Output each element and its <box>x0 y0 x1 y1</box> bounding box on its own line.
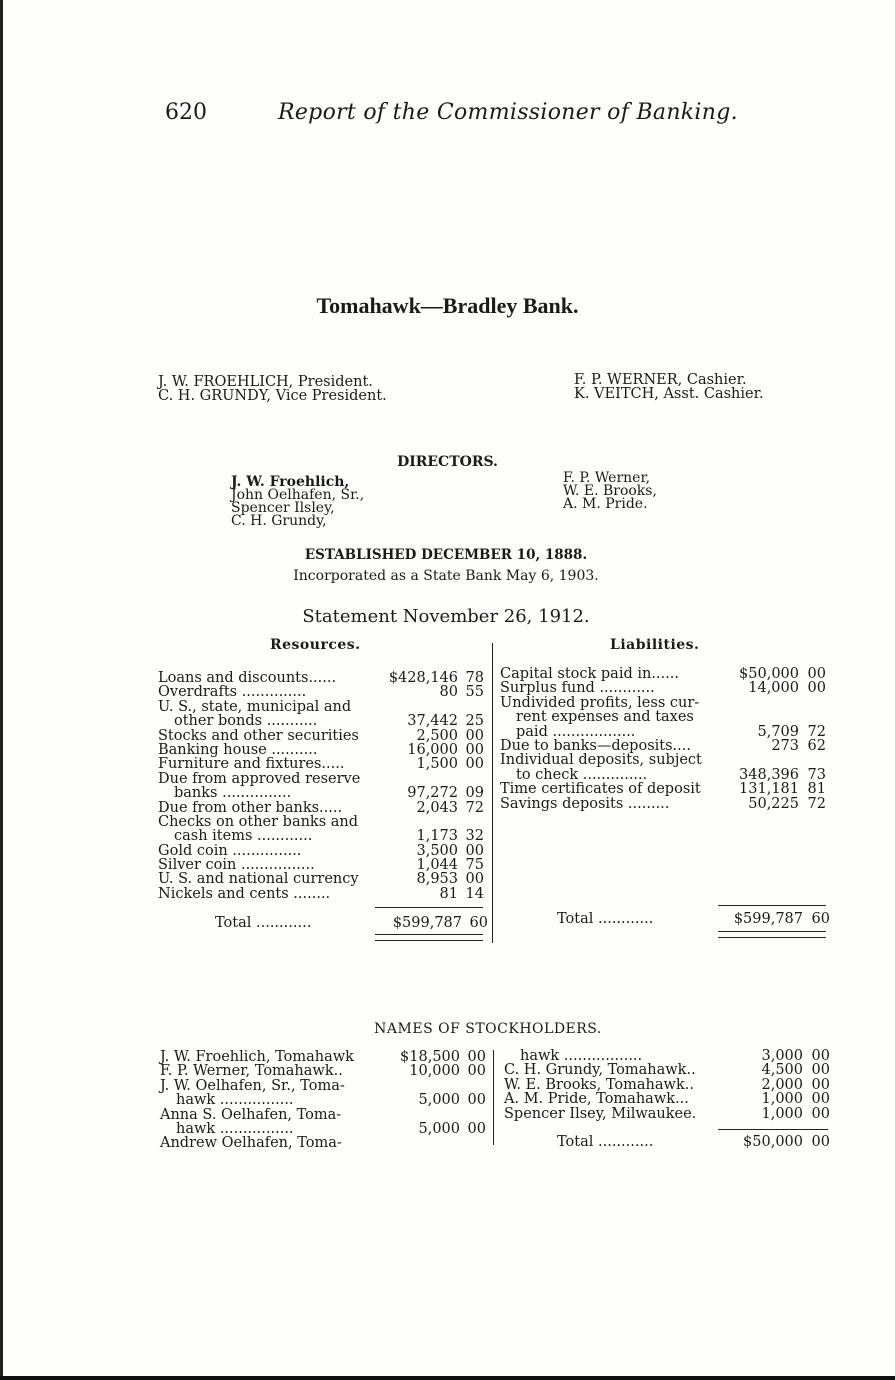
row-label: hawk ................ <box>176 1120 294 1137</box>
row-dollars: 50,225 <box>748 795 799 812</box>
resources-double-rule <box>375 934 483 941</box>
row-cents: 25 <box>465 713 484 730</box>
row-label: hawk ................. <box>520 1048 643 1064</box>
row-cents: 00 <box>811 1105 830 1122</box>
row-cents: 55 <box>465 684 484 701</box>
resources-heading: Resources. <box>270 637 361 653</box>
director: Spencer Ilsley, <box>231 500 335 516</box>
table-row <box>504 1107 830 1121</box>
table-row <box>158 685 488 699</box>
row-label: hawk ................ <box>176 1092 294 1109</box>
row-dollars: 1,000 <box>761 1105 803 1122</box>
resources-total-dollars: $599,787 <box>392 915 462 931</box>
table-row <box>158 801 488 815</box>
row-label: rent expenses and taxes <box>516 709 694 726</box>
stockholders-total-label: Total ............ <box>557 1134 654 1150</box>
table-row <box>158 743 488 757</box>
row-dollars: 80 <box>439 684 458 701</box>
row-label: Individual deposits, subject <box>500 752 702 769</box>
table-row <box>158 786 488 800</box>
row-cents: 72 <box>465 799 484 816</box>
row-label: Savings deposits ......... <box>500 795 670 812</box>
established-line: ESTABLISHED DECEMBER 10, 1888. <box>304 547 588 563</box>
row-dollars: 5,000 <box>418 1092 460 1109</box>
row-cents: 00 <box>465 842 484 859</box>
officer-cashier: F. P. WERNER, Cashier. <box>574 372 747 388</box>
statement-date: Statement November 26, 1912. <box>302 606 590 627</box>
table-row <box>158 829 488 843</box>
stockholders-left-column <box>160 1050 488 1151</box>
table-row <box>500 782 826 796</box>
row-label: Time certificates of deposit <box>500 781 701 798</box>
row-dollars: 1,000 <box>761 1091 803 1108</box>
row-label: Anna S. Oelhafen, Toma- <box>160 1106 342 1123</box>
row-label: U. S., state, municipal and <box>158 698 352 715</box>
table-row <box>504 1063 830 1077</box>
row-cents: 00 <box>465 741 484 758</box>
table-row <box>160 1050 488 1064</box>
row-label: Andrew Oelhafen, Toma- <box>160 1135 342 1152</box>
row-dollars: 3,500 <box>416 842 458 859</box>
row-cents: 62 <box>807 737 826 754</box>
row-label: Surplus fund ............ <box>500 680 655 697</box>
table-row <box>504 1092 830 1106</box>
row-cents: 00 <box>467 1049 486 1065</box>
row-label: F. P. Werner, Tomahawk.. <box>160 1063 343 1080</box>
row-label: Due to banks—deposits.... <box>500 737 691 754</box>
page-number: 620 <box>165 100 207 125</box>
row-label: Furniture and fixtures..... <box>158 756 345 773</box>
row-label: Capital stock paid in...... <box>500 666 679 682</box>
resources-total-row <box>215 916 488 930</box>
row-label: Stocks and other securities <box>158 727 359 744</box>
stockholders-total-dollars: $50,000 <box>743 1134 803 1150</box>
table-row <box>160 1122 488 1136</box>
row-dollars: 5,000 <box>418 1120 460 1137</box>
table-row <box>160 1079 488 1093</box>
table-row <box>158 714 488 728</box>
table-row <box>500 710 826 724</box>
resources-total-label: Total ............ <box>215 915 312 931</box>
row-label: Due from approved reserve <box>158 770 361 787</box>
row-label: Loans and discounts...... <box>158 670 337 686</box>
table-row <box>158 757 488 771</box>
row-cents: 00 <box>811 1062 830 1079</box>
table-row <box>504 1078 830 1092</box>
director: W. E. Brooks, <box>563 483 657 499</box>
liabilities-total-dollars: $599,787 <box>733 911 803 927</box>
row-cents: 00 <box>807 666 826 682</box>
row-label: Overdrafts .............. <box>158 684 307 701</box>
stockholders-total-cents: 00 <box>811 1134 830 1150</box>
row-label: to check .............. <box>516 766 648 783</box>
row-cents: 32 <box>465 828 484 845</box>
row-label: Checks on other banks and <box>158 813 359 830</box>
table-row <box>160 1064 488 1078</box>
officer-president: J. W. FROEHLICH, President. <box>158 374 373 390</box>
table-row <box>158 729 488 743</box>
row-dollars: 81 <box>439 885 458 902</box>
row-cents: 09 <box>465 785 484 802</box>
officer-vice-president: C. H. GRUNDY, Vice President. <box>158 388 387 404</box>
directors-left <box>231 476 364 528</box>
liabilities-table <box>500 667 826 811</box>
row-dollars: 131,181 <box>739 781 799 798</box>
row-dollars: 2,500 <box>416 727 458 744</box>
stockholders-total-row <box>557 1135 830 1149</box>
bank-title: Tomahawk—Bradley Bank. <box>316 293 579 318</box>
row-cents: 00 <box>465 727 484 744</box>
row-cents: 00 <box>465 756 484 773</box>
row-cents: 14 <box>465 885 484 902</box>
liabilities-total-rule <box>718 905 826 906</box>
row-cents: 00 <box>467 1120 486 1137</box>
row-label: Banking house .......... <box>158 741 318 758</box>
stockholders-total-rule <box>718 1129 828 1130</box>
row-label: cash items ............ <box>174 828 313 845</box>
row-dollars: 2,000 <box>761 1076 803 1093</box>
table-row <box>500 797 826 811</box>
table-row <box>500 768 826 782</box>
row-dollars: 5,709 <box>757 723 799 740</box>
resources-table <box>158 671 488 901</box>
director: F. P. Werner, <box>563 470 651 486</box>
row-dollars: 348,396 <box>739 766 799 783</box>
liabilities-total-cents: 60 <box>811 911 830 927</box>
directors-right <box>563 472 657 511</box>
row-dollars: 4,500 <box>761 1062 803 1079</box>
row-cents: 00 <box>811 1091 830 1108</box>
row-dollars: $428,146 <box>388 670 458 686</box>
row-label: Silver coin ................ <box>158 857 315 874</box>
stockholders-right-column <box>504 1049 830 1121</box>
row-cents: 81 <box>807 781 826 798</box>
table-row <box>158 700 488 714</box>
liabilities-total-row <box>557 912 830 926</box>
table-row <box>158 887 488 901</box>
table-row <box>500 725 826 739</box>
row-dollars: 10,000 <box>409 1063 460 1080</box>
row-label: A. M. Pride, Tomahawk... <box>504 1091 689 1108</box>
page-edge-bottom <box>0 1376 895 1380</box>
row-label: Nickels and cents ........ <box>158 885 331 902</box>
table-row <box>160 1136 488 1150</box>
row-label: J. W. Froehlich, Tomahawk <box>160 1049 354 1065</box>
row-dollars: $18,500 <box>400 1049 460 1065</box>
page-edge-left <box>0 0 3 1380</box>
row-cents: 78 <box>465 670 484 686</box>
director: John Oelhafen, Sr., <box>231 487 365 503</box>
row-label: C. H. Grundy, Tomahawk.. <box>504 1062 696 1079</box>
resources-total-rule <box>375 907 483 908</box>
director: C. H. Grundy, <box>231 513 327 529</box>
table-row <box>160 1093 488 1107</box>
row-label: other bonds ........... <box>174 713 318 730</box>
row-cents: 72 <box>807 723 826 740</box>
director: A. M. Pride. <box>563 496 648 512</box>
table-row <box>500 696 826 710</box>
row-cents: 72 <box>807 795 826 812</box>
table-row <box>158 772 488 786</box>
table-row <box>500 667 826 681</box>
table-row <box>500 753 826 767</box>
liabilities-double-rule <box>718 931 826 938</box>
table-row <box>504 1049 830 1063</box>
running-title: Report of the Commissioner of Banking. <box>278 100 738 125</box>
row-label: banks ............... <box>174 785 292 802</box>
officer-asst-cashier: K. VEITCH, Asst. Cashier. <box>574 386 764 402</box>
row-dollars: 8,953 <box>416 871 458 888</box>
row-label: U. S. and national currency <box>158 871 359 888</box>
liabilities-total-label: Total ............ <box>557 911 654 927</box>
row-label: Spencer Ilsey, Milwaukee. <box>504 1105 697 1122</box>
table-row <box>160 1108 488 1122</box>
row-label: W. E. Brooks, Tomahawk.. <box>504 1076 694 1093</box>
director: J. W. Froehlich, <box>231 474 350 490</box>
row-dollars: 1,044 <box>416 857 458 874</box>
row-label: Due from other banks..... <box>158 799 343 816</box>
table-row <box>158 844 488 858</box>
row-dollars: 14,000 <box>748 680 799 697</box>
row-dollars: 37,442 <box>407 713 458 730</box>
officers-right <box>574 373 764 401</box>
table-row <box>500 681 826 695</box>
table-row <box>158 858 488 872</box>
row-dollars: 1,500 <box>416 756 458 773</box>
row-dollars: 3,000 <box>761 1048 803 1064</box>
table-row <box>158 815 488 829</box>
liabilities-heading: Liabilities. <box>610 637 700 653</box>
row-dollars: 273 <box>771 737 799 754</box>
officers-left <box>158 375 387 403</box>
row-dollars: 16,000 <box>407 741 458 758</box>
row-cents: 00 <box>811 1076 830 1093</box>
table-row <box>158 872 488 886</box>
incorporated-line: Incorporated as a State Bank May 6, 1903. <box>293 568 599 584</box>
directors-heading: DIRECTORS. <box>397 454 498 470</box>
table-row <box>158 671 488 685</box>
resources-total-cents: 60 <box>469 915 488 931</box>
column-divider <box>492 643 493 943</box>
row-cents: 00 <box>467 1092 486 1109</box>
row-label: paid .................. <box>516 723 636 740</box>
row-dollars: 2,043 <box>416 799 458 816</box>
row-label: Undivided profits, less cur- <box>500 694 700 711</box>
row-cents: 00 <box>465 871 484 888</box>
row-dollars: 97,272 <box>407 785 458 802</box>
row-cents: 73 <box>807 766 826 783</box>
row-label: J. W. Oelhafen, Sr., Toma- <box>160 1077 345 1094</box>
stockholders-heading: NAMES OF STOCKHOLDERS. <box>374 1021 602 1037</box>
stockholders-divider <box>493 1050 494 1145</box>
row-cents: 00 <box>811 1048 830 1064</box>
row-dollars: 1,173 <box>416 828 458 845</box>
row-cents: 00 <box>807 680 826 697</box>
row-cents: 75 <box>465 857 484 874</box>
row-cents: 00 <box>467 1063 486 1080</box>
row-label: Gold coin ............... <box>158 842 302 859</box>
table-row <box>500 739 826 753</box>
row-dollars: $50,000 <box>739 666 799 682</box>
